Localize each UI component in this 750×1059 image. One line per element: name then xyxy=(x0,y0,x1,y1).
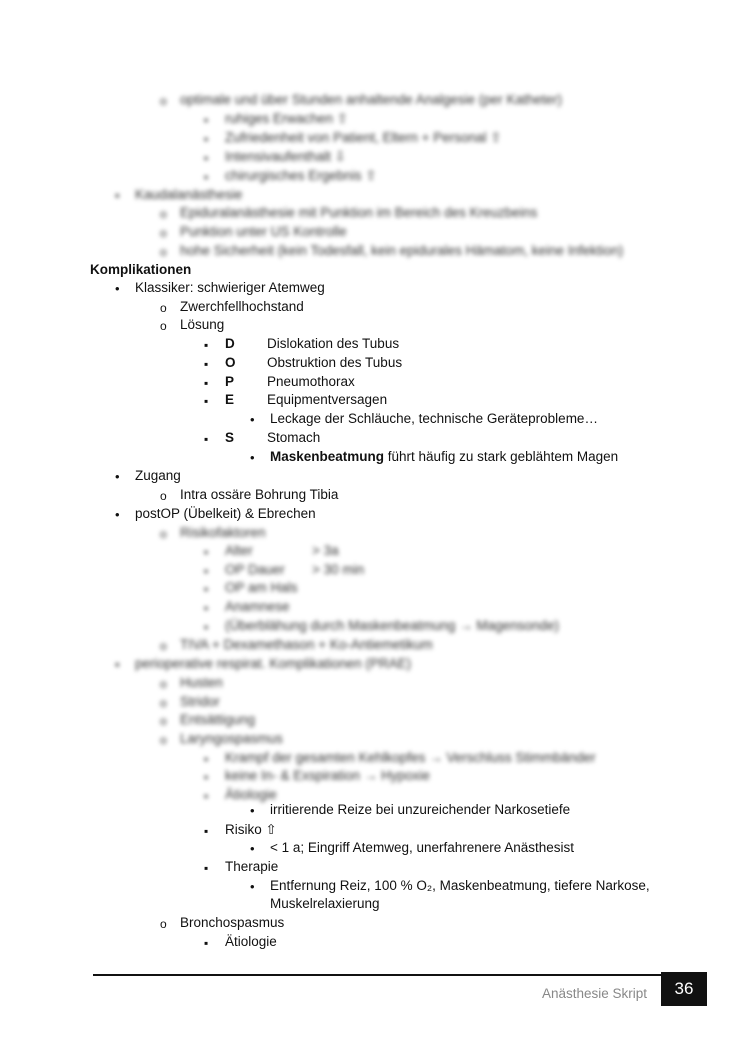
page-number: 36 xyxy=(661,972,707,1006)
blurred-text: chirurgisches Ergebnis ⇧ xyxy=(225,168,377,183)
blurred-text: OP Dauer xyxy=(225,562,285,577)
risiko-detail: < 1 a; Eingriff Atemweg, unerfahrenere Anästhesist xyxy=(270,840,575,855)
bullet-square xyxy=(204,111,208,129)
aetio-detail: irritierende Reize bei unzureichender Narkosetiefe xyxy=(270,802,571,817)
blurred-text: Laryngospasmus xyxy=(180,731,283,746)
bullet-square xyxy=(204,822,208,840)
bullet-square xyxy=(204,618,208,636)
blurred-text: perioperative respirat. Komplikationen (PRAE) xyxy=(135,656,412,671)
blurred-text: hohe Sicherheit (kein Todesfall, kein epidurales Hämatom, keine Infektion) xyxy=(180,243,624,258)
dopes-text: Dislokation des Tubus xyxy=(267,336,400,351)
dopes-text: Stomach xyxy=(267,430,321,445)
bullet-dot xyxy=(250,411,255,429)
blurred-text: Stridor xyxy=(180,694,220,709)
blurred-text: Anamnese xyxy=(225,599,290,614)
blurred-text: Kaudalanästhesie xyxy=(135,187,243,202)
blurred-text: OP am Hals xyxy=(225,580,298,595)
bullet-dot xyxy=(115,656,120,674)
bullet-square xyxy=(204,149,208,167)
blurred-text: Punktion unter US Kontrolle xyxy=(180,224,347,239)
zwerchfell-item: Zwerchfellhochstand xyxy=(180,299,304,314)
blurred-text: Zufriedenheit von Patient, Eltern + Personal ⇧ xyxy=(225,130,502,145)
stomach-detail xyxy=(270,448,618,466)
bullet-square xyxy=(204,768,208,786)
dopes-letter: S xyxy=(225,430,235,445)
equipment-detail: Leckage der Schläuche, technische Geräteprobleme… xyxy=(270,411,598,426)
dopes-text: Equipmentversagen xyxy=(267,392,388,407)
bullet-circle xyxy=(160,243,167,261)
dopes-text: Obstruktion des Tubus xyxy=(267,355,403,370)
bullet-circle xyxy=(160,637,167,655)
bullet-circle xyxy=(160,915,167,933)
zugang-detail: Intra ossäre Bohrung Tibia xyxy=(180,487,339,502)
bullet-square xyxy=(204,599,208,617)
bullet-square xyxy=(204,392,208,410)
bullet-dot xyxy=(250,802,255,820)
bullet-circle xyxy=(160,317,167,335)
broncho-item: Bronchospasmus xyxy=(180,915,285,930)
bullet-square xyxy=(204,580,208,598)
blurred-text: > 3a xyxy=(312,543,339,558)
broncho-aetio: Ätiologie xyxy=(225,934,277,949)
bullet-circle xyxy=(160,487,167,505)
stomach-detail-bold: Maskenbeatmung xyxy=(270,449,385,464)
blurred-text: Husten xyxy=(180,675,223,690)
footer-divider xyxy=(93,974,661,976)
dopes-letter: P xyxy=(225,374,235,389)
therapie-detail-1: Entfernung Reiz, 100 % O₂, Maskenbeatmung, tiefere Narkose, xyxy=(270,878,650,893)
bullet-dot xyxy=(250,840,255,858)
stomach-detail-rest: führt häufig zu stark geblähtem Magen xyxy=(384,449,619,464)
dopes-letter: E xyxy=(225,392,235,407)
bullet-circle xyxy=(160,675,167,693)
bullet-circle xyxy=(160,224,167,242)
blurred-text: Risikofaktoren xyxy=(180,525,266,540)
ponv-label: postOP (Übelkeit) & Ebrechen xyxy=(135,506,316,521)
bullet-circle xyxy=(160,299,167,317)
bullet-circle xyxy=(160,205,167,223)
blurred-text: optimale und über Stunden anhaltende Analgesie (per Katheter) xyxy=(180,92,563,107)
footer-title: Anästhesie Skript xyxy=(542,986,648,1001)
bullet-dot xyxy=(250,449,255,467)
bullet-dot xyxy=(115,187,120,205)
bullet-dot xyxy=(250,878,255,896)
blurred-text: Intensivaufenthalt ⇩ xyxy=(225,149,346,164)
dopes-text: Pneumothorax xyxy=(267,374,355,389)
bullet-square xyxy=(204,859,208,877)
bullet-square xyxy=(204,430,208,448)
risiko-item: Risiko ⇧ xyxy=(225,822,277,837)
loesung-item: Lösung xyxy=(180,317,225,332)
blurred-text: (Überblähung durch Maskenbeatmung → Magensonde) xyxy=(225,618,559,633)
bullet-square xyxy=(204,355,208,373)
bullet-circle xyxy=(160,92,167,110)
dopes-letter: O xyxy=(225,355,236,370)
bullet-square xyxy=(204,562,208,580)
bullet-square xyxy=(204,336,208,354)
section-heading: Komplikationen xyxy=(90,262,192,277)
bullet-circle xyxy=(160,694,167,712)
therapie-detail-2: Muskelrelaxierung xyxy=(270,896,380,911)
bullet-square xyxy=(204,374,208,392)
bullet-square xyxy=(204,787,208,805)
bullet-circle xyxy=(160,712,167,730)
blurred-text: Ätiologie xyxy=(225,787,277,802)
blurred-text: Epiduralanästhesie mit Punktion im Bereich des Kreuzbeins xyxy=(180,205,538,220)
bullet-square xyxy=(204,130,208,148)
bullet-dot xyxy=(115,280,120,298)
therapie-item: Therapie xyxy=(225,859,279,874)
bullet-square xyxy=(204,543,208,561)
blurred-text: Entsättigung xyxy=(180,712,256,727)
blurred-text: > 30 min xyxy=(312,562,365,577)
bullet-circle xyxy=(160,731,167,749)
blurred-text: ruhiges Erwachen ⇧ xyxy=(225,111,349,126)
blurred-text: Alter xyxy=(225,543,253,558)
bullet-dot xyxy=(115,468,120,486)
bullet-square xyxy=(204,934,208,952)
bullet-dot xyxy=(115,506,120,524)
zugang-label: Zugang xyxy=(135,468,181,483)
blurred-text: Krampf der gesamten Kehlkopfes → Verschluss Stimmbänder xyxy=(225,750,596,765)
blurred-text: keine In- & Exspiration → Hypoxie xyxy=(225,768,430,783)
bullet-circle xyxy=(160,525,167,543)
dopes-letter: D xyxy=(225,336,235,351)
klassiker-label: Klassiker: schwieriger Atemweg xyxy=(135,280,325,295)
bullet-square xyxy=(204,168,208,186)
bullet-square xyxy=(204,750,208,768)
blurred-text: TIVA + Dexamethason + Ko-Antiemetikum xyxy=(180,637,433,652)
